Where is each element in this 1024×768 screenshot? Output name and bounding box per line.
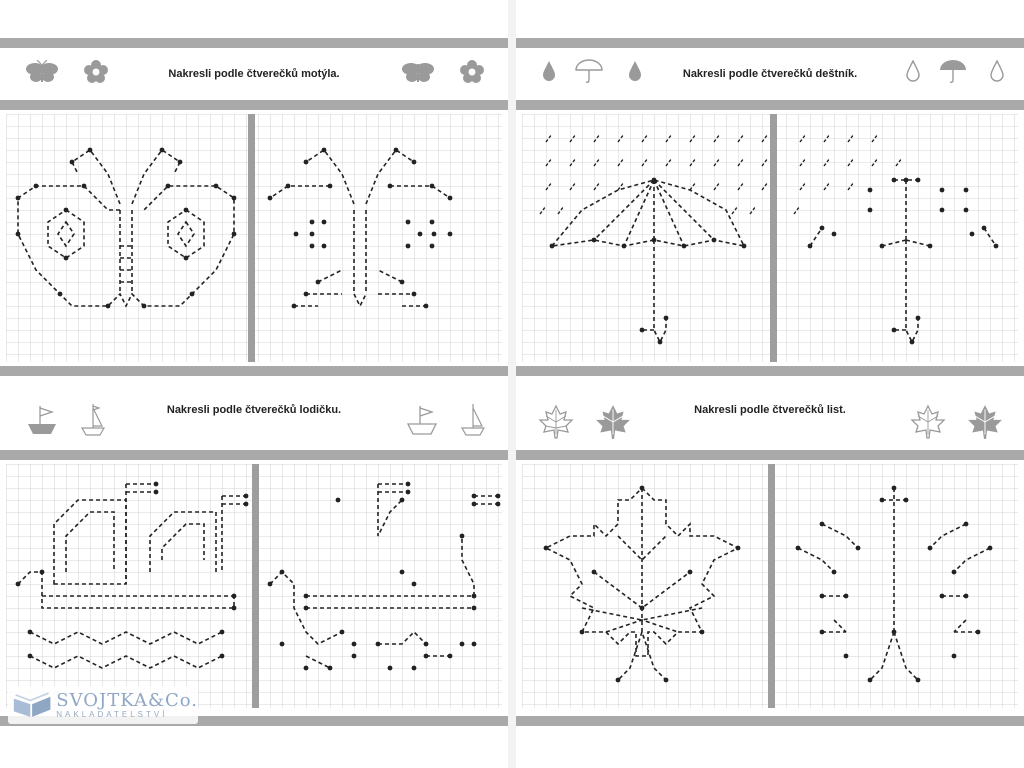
raindrop-icon (990, 60, 1004, 87)
drawing-grid (522, 464, 1018, 708)
worksheet-butterfly (0, 38, 508, 368)
sailboat-icon (460, 402, 486, 443)
worksheet-header (516, 52, 1024, 90)
worksheet-title: Nakresli podle čtverečků deštník. (682, 68, 858, 80)
drawing-grid (6, 464, 502, 711)
flower-icon (460, 60, 484, 89)
worksheet-title: Nakresli podle čtverečků list. (694, 404, 846, 416)
header-bar-bottom (516, 100, 1024, 110)
header-bar-top (516, 38, 1024, 48)
header-bar-bottom (0, 450, 508, 460)
worksheet-header (0, 380, 508, 446)
header-bar-top (0, 38, 508, 48)
header-bar-bottom (0, 100, 508, 110)
worksheet-header (0, 52, 508, 90)
maple-leaf-icon (966, 402, 1004, 447)
butterfly-icon (400, 60, 436, 89)
worksheet-umbrella (516, 38, 1024, 368)
header-bar-top (0, 366, 508, 376)
worksheet-leaf (516, 366, 1024, 728)
umbrella-icon (938, 58, 968, 89)
publisher-text (56, 691, 198, 720)
worksheet-title: Nakresli podle čtverečků lodičku. (166, 404, 342, 416)
header-bar-top (516, 366, 1024, 376)
header-bar-bottom (516, 450, 1024, 460)
publisher-subtitle: NAKLADATELSTVÍ (56, 709, 168, 719)
drawing-grid (522, 114, 1018, 362)
worksheet-header (516, 380, 1024, 446)
book-icon (12, 690, 52, 720)
publisher-logo (8, 686, 198, 724)
maple-leaf-icon (910, 404, 946, 445)
worksheet-title: Nakresli podle čtverečků motýla. (168, 68, 340, 80)
publisher-brand: SVOJTKA&Co. (56, 689, 198, 711)
raindrop-icon (906, 60, 920, 87)
boat-icon (406, 404, 438, 443)
spread-gutter (508, 0, 516, 768)
footer-bar-right (516, 716, 1024, 726)
drawing-grid (6, 114, 502, 362)
worksheet-boat (0, 366, 508, 728)
